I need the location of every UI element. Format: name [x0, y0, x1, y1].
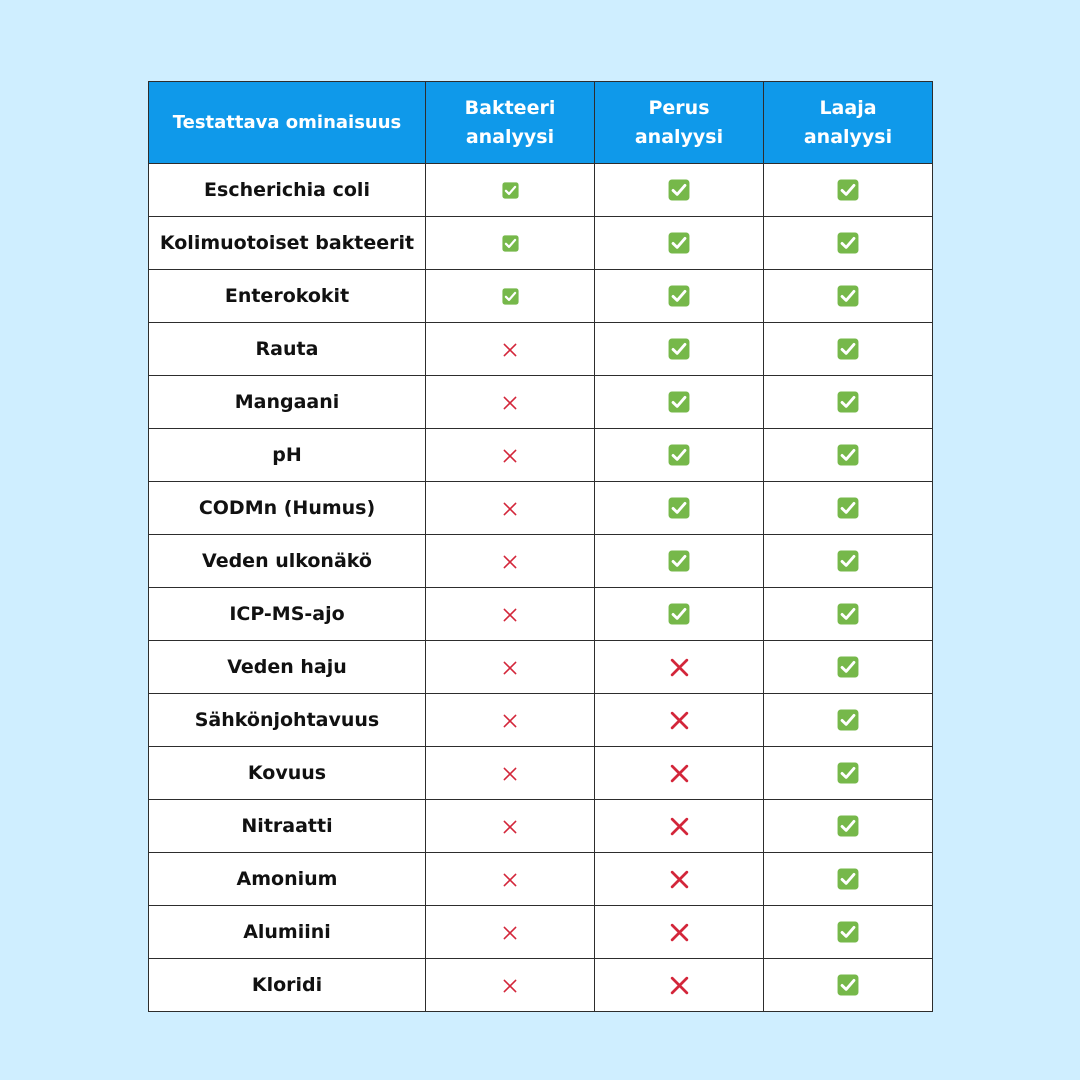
- cell-basic: [595, 959, 764, 1012]
- table-row: [149, 906, 933, 959]
- cell-extensive: [764, 588, 933, 641]
- table-row: [149, 800, 933, 853]
- check-mark-icon: [837, 338, 859, 360]
- cell-basic: [595, 800, 764, 853]
- check-mark-icon: [668, 603, 690, 625]
- cell-bacteria: [426, 959, 595, 1012]
- cell-bacteria: [426, 747, 595, 800]
- cross-mark-icon: [669, 657, 690, 678]
- cell-basic: [595, 482, 764, 535]
- row-label: pH: [149, 429, 426, 482]
- check-mark-icon: [837, 497, 859, 519]
- row-label: Amonium: [149, 853, 426, 906]
- cell-bacteria: [426, 482, 595, 535]
- row-label: Kovuus: [149, 747, 426, 800]
- check-mark-icon: [837, 868, 859, 890]
- cell-extensive: [764, 482, 933, 535]
- check-mark-icon: [668, 391, 690, 413]
- check-mark-icon: [837, 762, 859, 784]
- check-mark-icon: [502, 235, 519, 252]
- check-mark-icon: [837, 974, 859, 996]
- check-mark-icon: [837, 709, 859, 731]
- cell-basic: [595, 270, 764, 323]
- row-label: Enterokokit: [149, 270, 426, 323]
- table-row: [149, 164, 933, 217]
- cross-mark-icon: [502, 448, 518, 464]
- cell-basic: [595, 853, 764, 906]
- cross-mark-icon: [669, 763, 690, 784]
- cross-mark-icon: [502, 819, 518, 835]
- cell-bacteria: [426, 270, 595, 323]
- cell-extensive: [764, 270, 933, 323]
- row-label: Mangaani: [149, 376, 426, 429]
- cell-bacteria: [426, 641, 595, 694]
- check-mark-icon: [502, 288, 519, 305]
- cell-basic: [595, 164, 764, 217]
- cross-mark-icon: [502, 501, 518, 517]
- check-mark-icon: [837, 285, 859, 307]
- cross-mark-icon: [669, 922, 690, 943]
- cell-extensive: [764, 323, 933, 376]
- cell-bacteria: [426, 588, 595, 641]
- table-body: [149, 164, 933, 1012]
- check-mark-icon: [837, 921, 859, 943]
- check-mark-icon: [668, 497, 690, 519]
- table-row: [149, 535, 933, 588]
- cell-basic: [595, 641, 764, 694]
- table-row: [149, 747, 933, 800]
- cell-extensive: [764, 906, 933, 959]
- row-label: Escherichia coli: [149, 164, 426, 217]
- check-mark-icon: [668, 550, 690, 572]
- cell-bacteria: [426, 535, 595, 588]
- cell-extensive: [764, 694, 933, 747]
- cell-extensive: [764, 429, 933, 482]
- table-row: [149, 270, 933, 323]
- table-row: [149, 217, 933, 270]
- cell-extensive: [764, 853, 933, 906]
- header-basic-analysis: Perus analyysi: [595, 82, 764, 164]
- cell-bacteria: [426, 376, 595, 429]
- header-property: Testattava ominaisuus: [149, 82, 426, 164]
- cell-extensive: [764, 376, 933, 429]
- header-bacteria-analysis: Bakteeri analyysi: [426, 82, 595, 164]
- table-header: [149, 82, 933, 164]
- cross-mark-icon: [502, 925, 518, 941]
- check-mark-icon: [668, 232, 690, 254]
- row-label: Veden ulkonäkö: [149, 535, 426, 588]
- table-row: [149, 588, 933, 641]
- check-mark-icon: [837, 391, 859, 413]
- check-mark-icon: [837, 603, 859, 625]
- cell-extensive: [764, 747, 933, 800]
- cell-extensive: [764, 959, 933, 1012]
- cross-mark-icon: [669, 975, 690, 996]
- cross-mark-icon: [502, 978, 518, 994]
- check-mark-icon: [668, 179, 690, 201]
- cross-mark-icon: [502, 872, 518, 888]
- cell-basic: [595, 694, 764, 747]
- cross-mark-icon: [669, 816, 690, 837]
- table-row: [149, 429, 933, 482]
- table-row: [149, 694, 933, 747]
- table-row: [149, 641, 933, 694]
- cell-bacteria: [426, 906, 595, 959]
- header-row: [149, 82, 933, 164]
- cell-basic: [595, 429, 764, 482]
- cell-extensive: [764, 535, 933, 588]
- check-mark-icon: [502, 182, 519, 199]
- cell-basic: [595, 376, 764, 429]
- cell-basic: [595, 906, 764, 959]
- cross-mark-icon: [669, 710, 690, 731]
- cell-basic: [595, 323, 764, 376]
- cell-basic: [595, 747, 764, 800]
- row-label: CODMn (Humus): [149, 482, 426, 535]
- table-row: [149, 323, 933, 376]
- check-mark-icon: [837, 656, 859, 678]
- row-label: Nitraatti: [149, 800, 426, 853]
- cross-mark-icon: [669, 869, 690, 890]
- cross-mark-icon: [502, 395, 518, 411]
- cross-mark-icon: [502, 766, 518, 782]
- header-extensive-analysis: Laaja analyysi: [764, 82, 933, 164]
- check-mark-icon: [837, 815, 859, 837]
- cell-basic: [595, 535, 764, 588]
- table-row: [149, 376, 933, 429]
- row-label: Kolimuotoiset bakteerit: [149, 217, 426, 270]
- cell-bacteria: [426, 217, 595, 270]
- row-label: Sähkönjohtavuus: [149, 694, 426, 747]
- check-mark-icon: [837, 179, 859, 201]
- row-label: ICP-MS-ajo: [149, 588, 426, 641]
- row-label: Rauta: [149, 323, 426, 376]
- row-label: Kloridi: [149, 959, 426, 1012]
- cell-bacteria: [426, 800, 595, 853]
- cross-mark-icon: [502, 660, 518, 676]
- check-mark-icon: [837, 232, 859, 254]
- check-mark-icon: [668, 285, 690, 307]
- cell-extensive: [764, 217, 933, 270]
- cell-extensive: [764, 641, 933, 694]
- cell-basic: [595, 588, 764, 641]
- row-label: Alumiini: [149, 906, 426, 959]
- cross-mark-icon: [502, 607, 518, 623]
- cell-bacteria: [426, 429, 595, 482]
- check-mark-icon: [837, 444, 859, 466]
- cross-mark-icon: [502, 342, 518, 358]
- cross-mark-icon: [502, 713, 518, 729]
- check-mark-icon: [837, 550, 859, 572]
- cell-basic: [595, 217, 764, 270]
- table-row: [149, 853, 933, 906]
- cell-extensive: [764, 800, 933, 853]
- table-row: [149, 959, 933, 1012]
- table-row: [149, 482, 933, 535]
- comparison-table: [148, 81, 933, 1012]
- cell-bacteria: [426, 853, 595, 906]
- cell-bacteria: [426, 694, 595, 747]
- check-mark-icon: [668, 444, 690, 466]
- cell-bacteria: [426, 164, 595, 217]
- cross-mark-icon: [502, 554, 518, 570]
- cell-extensive: [764, 164, 933, 217]
- cell-bacteria: [426, 323, 595, 376]
- check-mark-icon: [668, 338, 690, 360]
- row-label: Veden haju: [149, 641, 426, 694]
